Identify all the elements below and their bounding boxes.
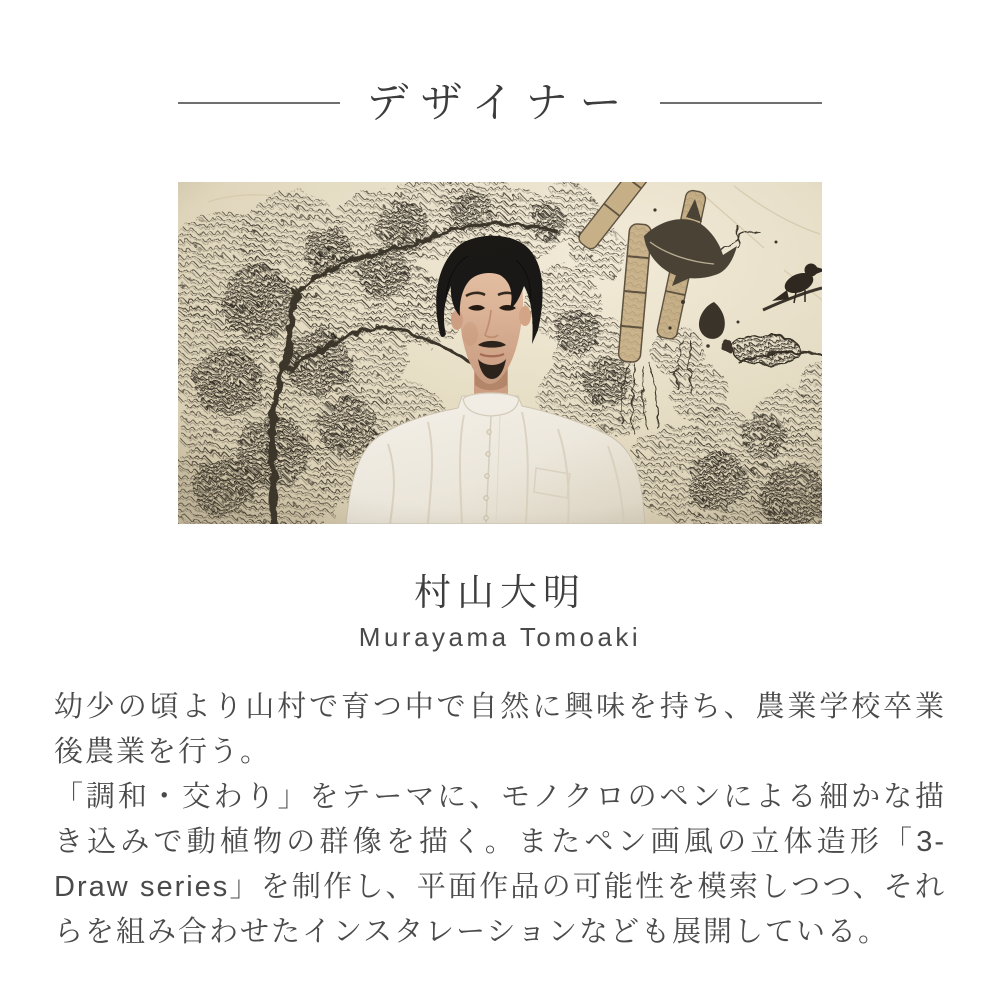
photo-vignette: [178, 182, 822, 524]
divider-line-left: [178, 102, 340, 104]
bio-paragraph-2: 「調和・交わり」をテーマに、モノクロのペンによる細かな描き込みで動植物の群像を描く。またペン画風の立体造形「3-Draw series」を制作し、平面作品の可能性を模索しつつ、それらを組み合わせたインスタレーションなども展開している。: [54, 781, 946, 949]
designer-name-en: Murayama Tomoaki: [358, 622, 642, 653]
bio-paragraph-1: 幼少の頃より山村で育つ中で自然に興味を持ち、農業学校卒業後農業を行う。: [54, 691, 946, 769]
section-header: [178, 78, 822, 128]
designer-photo: [178, 182, 822, 524]
photo-illustration: [178, 182, 822, 524]
designer-name-ja: 村山大明: [414, 572, 586, 614]
page-title: デザイナー: [366, 79, 634, 126]
divider-line-right: [660, 102, 822, 104]
designer-bio: [54, 685, 946, 955]
